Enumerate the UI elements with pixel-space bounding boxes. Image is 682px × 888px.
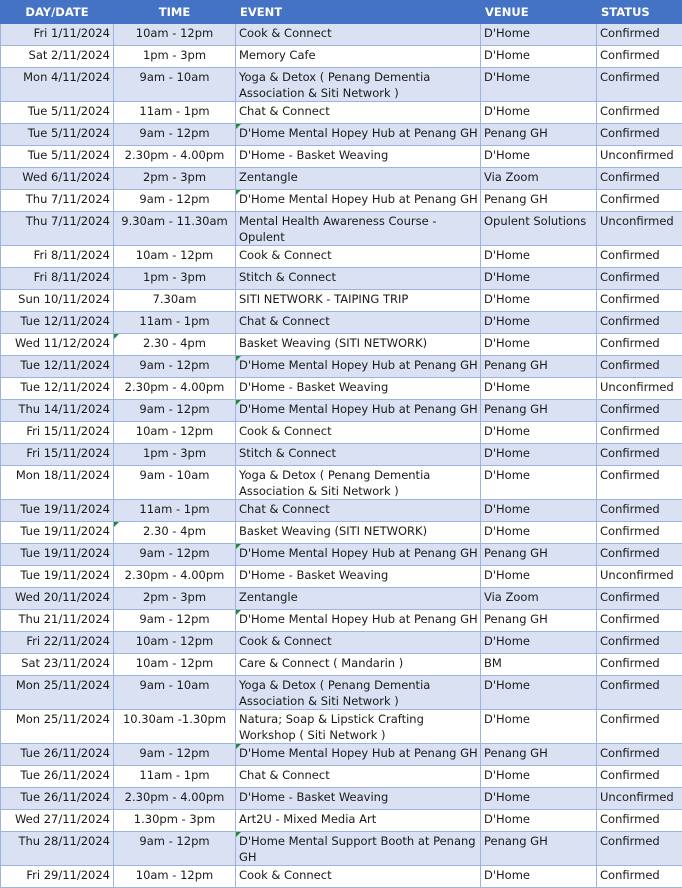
cell-day-date[interactable]: Wed 20/11/2024 (1, 588, 114, 610)
cell-time[interactable]: 9am - 12pm (114, 400, 236, 422)
cell-time[interactable]: 1.30pm - 3pm (114, 810, 236, 832)
cell-day-date[interactable]: Wed 27/11/2024 (1, 810, 114, 832)
table-row (1, 378, 682, 400)
cell-status[interactable]: Confirmed (597, 744, 682, 766)
table-row (1, 68, 682, 102)
cell-venue[interactable]: D'Home (481, 676, 597, 710)
table-row (1, 212, 682, 246)
cell-event[interactable]: D'Home - Basket Weaving (236, 146, 481, 168)
cell-day-date[interactable]: Thu 14/11/2024 (1, 400, 114, 422)
cell-venue[interactable]: D'Home (481, 810, 597, 832)
cell-day-date[interactable]: Fri 8/11/2024 (1, 268, 114, 290)
cell-time[interactable]: 1pm - 3pm (114, 268, 236, 290)
table-row (1, 500, 682, 522)
table-row (1, 24, 682, 46)
cell-venue[interactable]: Penang GH (481, 832, 597, 866)
cell-day-date[interactable]: Fri 15/11/2024 (1, 444, 114, 466)
cell-status[interactable]: Confirmed (597, 334, 682, 356)
cell-day-date[interactable]: Thu 28/11/2024 (1, 832, 114, 866)
cell-status[interactable]: Confirmed (597, 588, 682, 610)
cell-time[interactable]: 10am - 12pm (114, 422, 236, 444)
cell-time[interactable]: 2.30pm - 4.00pm (114, 788, 236, 810)
cell-event[interactable]: Zentangle (236, 168, 481, 190)
header-time[interactable]: TIME (114, 1, 236, 24)
cell-time[interactable]: 11am - 1pm (114, 766, 236, 788)
cell-event[interactable]: Chat & Connect (236, 312, 481, 334)
cell-venue[interactable]: D'Home (481, 24, 597, 46)
table-row (1, 46, 682, 68)
table-body (1, 24, 682, 888)
table-row (1, 832, 682, 866)
cell-venue[interactable]: D'Home (481, 46, 597, 68)
table-row (1, 312, 682, 334)
cell-status[interactable]: Confirmed (597, 866, 682, 888)
cell-day-date[interactable]: Tue 12/11/2024 (1, 312, 114, 334)
cell-time[interactable]: 2.30 - 4pm (114, 334, 236, 356)
cell-time[interactable]: 11am - 1pm (114, 312, 236, 334)
cell-venue[interactable]: Penang GH (481, 356, 597, 378)
cell-venue[interactable]: D'Home (481, 312, 597, 334)
cell-day-date[interactable]: Sat 23/11/2024 (1, 654, 114, 676)
cell-event[interactable]: SITI NETWORK - TAIPING TRIP (236, 290, 481, 312)
cell-venue[interactable]: D'Home (481, 866, 597, 888)
cell-venue[interactable]: Penang GH (481, 124, 597, 146)
cell-event[interactable]: D'Home Mental Hopey Hub at Penang GH (236, 124, 481, 146)
cell-status[interactable]: Confirmed (597, 610, 682, 632)
cell-time[interactable]: 9.30am - 11.30am (114, 212, 236, 246)
table-row (1, 290, 682, 312)
cell-event[interactable]: Zentangle (236, 588, 481, 610)
cell-venue[interactable]: D'Home (481, 378, 597, 400)
cell-event[interactable]: D'Home - Basket Weaving (236, 378, 481, 400)
cell-event[interactable]: D'Home Mental Hopey Hub at Penang GH (236, 356, 481, 378)
table-row (1, 102, 682, 124)
cell-status[interactable]: Confirmed (597, 168, 682, 190)
cell-venue[interactable]: D'Home (481, 566, 597, 588)
cell-venue[interactable]: D'Home (481, 334, 597, 356)
cell-time[interactable]: 10am - 12pm (114, 246, 236, 268)
cell-status[interactable]: Confirmed (597, 190, 682, 212)
header-venue[interactable]: VENUE (481, 1, 597, 24)
cell-time[interactable]: 11am - 1pm (114, 500, 236, 522)
cell-day-date[interactable]: Tue 19/11/2024 (1, 522, 114, 544)
cell-time[interactable]: 9am - 12pm (114, 610, 236, 632)
table-row (1, 356, 682, 378)
table-row (1, 744, 682, 766)
cell-venue[interactable]: D'Home (481, 500, 597, 522)
cell-day-date[interactable]: Tue 19/11/2024 (1, 566, 114, 588)
table-row (1, 444, 682, 466)
cell-event[interactable]: Memory Cafe (236, 46, 481, 68)
cell-status[interactable]: Confirmed (597, 24, 682, 46)
cell-status[interactable]: Confirmed (597, 710, 682, 744)
cell-time[interactable]: 2.30pm - 4.00pm (114, 378, 236, 400)
cell-time[interactable]: 9am - 12pm (114, 832, 236, 866)
cell-time[interactable]: 9am - 10am (114, 68, 236, 102)
cell-day-date[interactable]: Fri 8/11/2024 (1, 246, 114, 268)
cell-day-date[interactable]: Thu 7/11/2024 (1, 212, 114, 246)
cell-time[interactable]: 2.30 - 4pm (114, 522, 236, 544)
cell-time[interactable]: 9am - 10am (114, 676, 236, 710)
table-row (1, 466, 682, 500)
cell-event[interactable]: Stitch & Connect (236, 444, 481, 466)
cell-event[interactable]: D'Home Mental Hopey Hub at Penang GH (236, 744, 481, 766)
cell-status[interactable]: Confirmed (597, 356, 682, 378)
header-status[interactable]: STATUS (597, 1, 682, 24)
cell-day-date[interactable]: Mon 25/11/2024 (1, 710, 114, 744)
table-row (1, 788, 682, 810)
cell-venue[interactable]: Penang GH (481, 610, 597, 632)
cell-event[interactable]: D'Home Mental Hopey Hub at Penang GH (236, 190, 481, 212)
cell-venue[interactable]: Via Zoom (481, 588, 597, 610)
cell-time[interactable]: 10am - 12pm (114, 866, 236, 888)
cell-day-date[interactable]: Sun 10/11/2024 (1, 290, 114, 312)
cell-venue[interactable]: Via Zoom (481, 168, 597, 190)
cell-day-date[interactable]: Wed 6/11/2024 (1, 168, 114, 190)
cell-day-date[interactable]: Fri 15/11/2024 (1, 422, 114, 444)
cell-event[interactable]: D'Home Mental Support Booth at Penang GH (236, 832, 481, 866)
cell-event[interactable]: D'Home - Basket Weaving (236, 788, 481, 810)
cell-venue[interactable]: Penang GH (481, 190, 597, 212)
table-row (1, 710, 682, 744)
cell-venue[interactable]: D'Home (481, 68, 597, 102)
cell-venue[interactable]: D'Home (481, 522, 597, 544)
cell-time[interactable]: 9am - 12pm (114, 124, 236, 146)
cell-time[interactable]: 7.30am (114, 290, 236, 312)
cell-time[interactable]: 9am - 10am (114, 466, 236, 500)
cell-time[interactable]: 2pm - 3pm (114, 588, 236, 610)
cell-day-date[interactable]: Tue 26/11/2024 (1, 766, 114, 788)
cell-venue[interactable]: D'Home (481, 766, 597, 788)
cell-day-date[interactable]: Fri 1/11/2024 (1, 24, 114, 46)
cell-venue[interactable]: Penang GH (481, 544, 597, 566)
cell-status[interactable]: Unconfirmed (597, 566, 682, 588)
cell-status[interactable]: Confirmed (597, 422, 682, 444)
cell-venue[interactable]: D'Home (481, 422, 597, 444)
cell-venue[interactable]: Penang GH (481, 400, 597, 422)
header-row (1, 1, 682, 24)
table-row (1, 400, 682, 422)
table-row (1, 654, 682, 676)
cell-status[interactable]: Unconfirmed (597, 788, 682, 810)
table-row (1, 866, 682, 888)
cell-venue[interactable]: D'Home (481, 246, 597, 268)
table-row (1, 422, 682, 444)
cell-day-date[interactable]: Tue 26/11/2024 (1, 744, 114, 766)
cell-status[interactable]: Confirmed (597, 500, 682, 522)
cell-time[interactable]: 9am - 12pm (114, 744, 236, 766)
cell-status[interactable]: Confirmed (597, 46, 682, 68)
table-row (1, 522, 682, 544)
cell-event[interactable]: Chat & Connect (236, 102, 481, 124)
cell-event[interactable]: Natura; Soap & Lipstick Crafting Workshop ( Siti Network ) (236, 710, 481, 744)
cell-status[interactable]: Unconfirmed (597, 212, 682, 246)
cell-event[interactable]: Chat & Connect (236, 766, 481, 788)
cell-venue[interactable]: BM (481, 654, 597, 676)
cell-status[interactable]: Confirmed (597, 810, 682, 832)
cell-status[interactable]: Confirmed (597, 832, 682, 866)
table-row (1, 544, 682, 566)
cell-status[interactable]: Confirmed (597, 444, 682, 466)
cell-event[interactable]: Mental Health Awareness Course - Opulent (236, 212, 481, 246)
cell-venue[interactable]: D'Home (481, 788, 597, 810)
cell-status[interactable]: Confirmed (597, 522, 682, 544)
cell-event[interactable]: Yoga & Detox ( Penang Dementia Association & Siti Network ) (236, 676, 481, 710)
cell-event[interactable]: D'Home - Basket Weaving (236, 566, 481, 588)
cell-event[interactable]: Cook & Connect (236, 422, 481, 444)
cell-day-date[interactable]: Thu 21/11/2024 (1, 610, 114, 632)
cell-status[interactable]: Unconfirmed (597, 146, 682, 168)
cell-day-date[interactable]: Fri 29/11/2024 (1, 866, 114, 888)
cell-time[interactable]: 9am - 12pm (114, 190, 236, 212)
cell-day-date[interactable]: Tue 19/11/2024 (1, 544, 114, 566)
table-row (1, 268, 682, 290)
cell-status[interactable]: Confirmed (597, 246, 682, 268)
cell-status[interactable]: Confirmed (597, 290, 682, 312)
cell-event[interactable]: Cook & Connect (236, 866, 481, 888)
cell-venue[interactable]: D'Home (481, 710, 597, 744)
cell-status[interactable]: Confirmed (597, 466, 682, 500)
cell-status[interactable]: Confirmed (597, 766, 682, 788)
cell-status[interactable]: Unconfirmed (597, 378, 682, 400)
cell-day-date[interactable]: Sat 2/11/2024 (1, 46, 114, 68)
cell-event[interactable]: Basket Weaving (SITI NETWORK) (236, 522, 481, 544)
cell-time[interactable]: 2.30pm - 4.00pm (114, 566, 236, 588)
cell-status[interactable]: Confirmed (597, 400, 682, 422)
cell-time[interactable]: 1pm - 3pm (114, 444, 236, 466)
table-row (1, 246, 682, 268)
cell-status[interactable]: Confirmed (597, 268, 682, 290)
cell-event[interactable]: Chat & Connect (236, 500, 481, 522)
cell-venue[interactable]: D'Home (481, 444, 597, 466)
cell-day-date[interactable]: Wed 11/12/2024 (1, 334, 114, 356)
cell-day-date[interactable]: Tue 26/11/2024 (1, 788, 114, 810)
table-row (1, 588, 682, 610)
cell-event[interactable]: D'Home Mental Hopey Hub at Penang GH (236, 544, 481, 566)
cell-event[interactable]: Yoga & Detox ( Penang Dementia Association & Siti Network ) (236, 466, 481, 500)
cell-venue[interactable]: Opulent Solutions (481, 212, 597, 246)
cell-day-date[interactable]: Tue 12/11/2024 (1, 356, 114, 378)
table-row (1, 810, 682, 832)
cell-time[interactable]: 9am - 12pm (114, 356, 236, 378)
cell-time[interactable]: 9am - 12pm (114, 544, 236, 566)
cell-event[interactable]: Art2U - Mixed Media Art (236, 810, 481, 832)
cell-day-date[interactable]: Mon 25/11/2024 (1, 676, 114, 710)
table-row (1, 124, 682, 146)
cell-time[interactable]: 10am - 12pm (114, 24, 236, 46)
cell-time[interactable]: 1pm - 3pm (114, 46, 236, 68)
cell-day-date[interactable]: Tue 12/11/2024 (1, 378, 114, 400)
cell-status[interactable]: Confirmed (597, 544, 682, 566)
header-event[interactable]: EVENT (236, 1, 481, 24)
cell-status[interactable]: Confirmed (597, 676, 682, 710)
cell-day-date[interactable]: Tue 5/11/2024 (1, 124, 114, 146)
table-row (1, 146, 682, 168)
table-row (1, 566, 682, 588)
cell-event[interactable]: Stitch & Connect (236, 268, 481, 290)
cell-status[interactable]: Confirmed (597, 654, 682, 676)
header-day-date[interactable]: DAY/DATE (1, 1, 114, 24)
cell-event[interactable]: Cook & Connect (236, 24, 481, 46)
cell-event[interactable]: Cook & Connect (236, 632, 481, 654)
cell-venue[interactable]: D'Home (481, 290, 597, 312)
cell-status[interactable]: Confirmed (597, 632, 682, 654)
table-row (1, 766, 682, 788)
cell-status[interactable]: Confirmed (597, 68, 682, 102)
table-row (1, 334, 682, 356)
cell-venue[interactable]: Penang GH (481, 744, 597, 766)
table-row (1, 168, 682, 190)
cell-venue[interactable]: D'Home (481, 268, 597, 290)
cell-status[interactable]: Confirmed (597, 124, 682, 146)
cell-day-date[interactable]: Tue 5/11/2024 (1, 146, 114, 168)
cell-event[interactable]: D'Home Mental Hopey Hub at Penang GH (236, 610, 481, 632)
cell-day-date[interactable]: Tue 19/11/2024 (1, 500, 114, 522)
cell-event[interactable]: D'Home Mental Hopey Hub at Penang GH (236, 400, 481, 422)
cell-day-date[interactable]: Thu 7/11/2024 (1, 190, 114, 212)
cell-time[interactable]: 11am - 1pm (114, 102, 236, 124)
cell-time[interactable]: 10am - 12pm (114, 654, 236, 676)
cell-time[interactable]: 2pm - 3pm (114, 168, 236, 190)
cell-day-date[interactable]: Fri 22/11/2024 (1, 632, 114, 654)
table-row (1, 610, 682, 632)
cell-time[interactable]: 2.30pm - 4.00pm (114, 146, 236, 168)
cell-event[interactable]: Basket Weaving (SITI NETWORK) (236, 334, 481, 356)
cell-time[interactable]: 10.30am -1.30pm (114, 710, 236, 744)
table-row (1, 632, 682, 654)
cell-status[interactable]: Confirmed (597, 102, 682, 124)
cell-event[interactable]: Yoga & Detox ( Penang Dementia Association & Siti Network ) (236, 68, 481, 102)
table-header (1, 1, 682, 24)
cell-venue[interactable]: D'Home (481, 146, 597, 168)
cell-venue[interactable]: D'Home (481, 632, 597, 654)
cell-event[interactable]: Cook & Connect (236, 246, 481, 268)
table-row (1, 676, 682, 710)
cell-day-date[interactable]: Tue 5/11/2024 (1, 102, 114, 124)
cell-time[interactable]: 10am - 12pm (114, 632, 236, 654)
cell-status[interactable]: Confirmed (597, 312, 682, 334)
cell-day-date[interactable]: Mon 4/11/2024 (1, 68, 114, 102)
cell-venue[interactable]: D'Home (481, 466, 597, 500)
table-row (1, 190, 682, 212)
cell-day-date[interactable]: Mon 18/11/2024 (1, 466, 114, 500)
cell-venue[interactable]: D'Home (481, 102, 597, 124)
cell-event[interactable]: Care & Connect ( Mandarin ) (236, 654, 481, 676)
